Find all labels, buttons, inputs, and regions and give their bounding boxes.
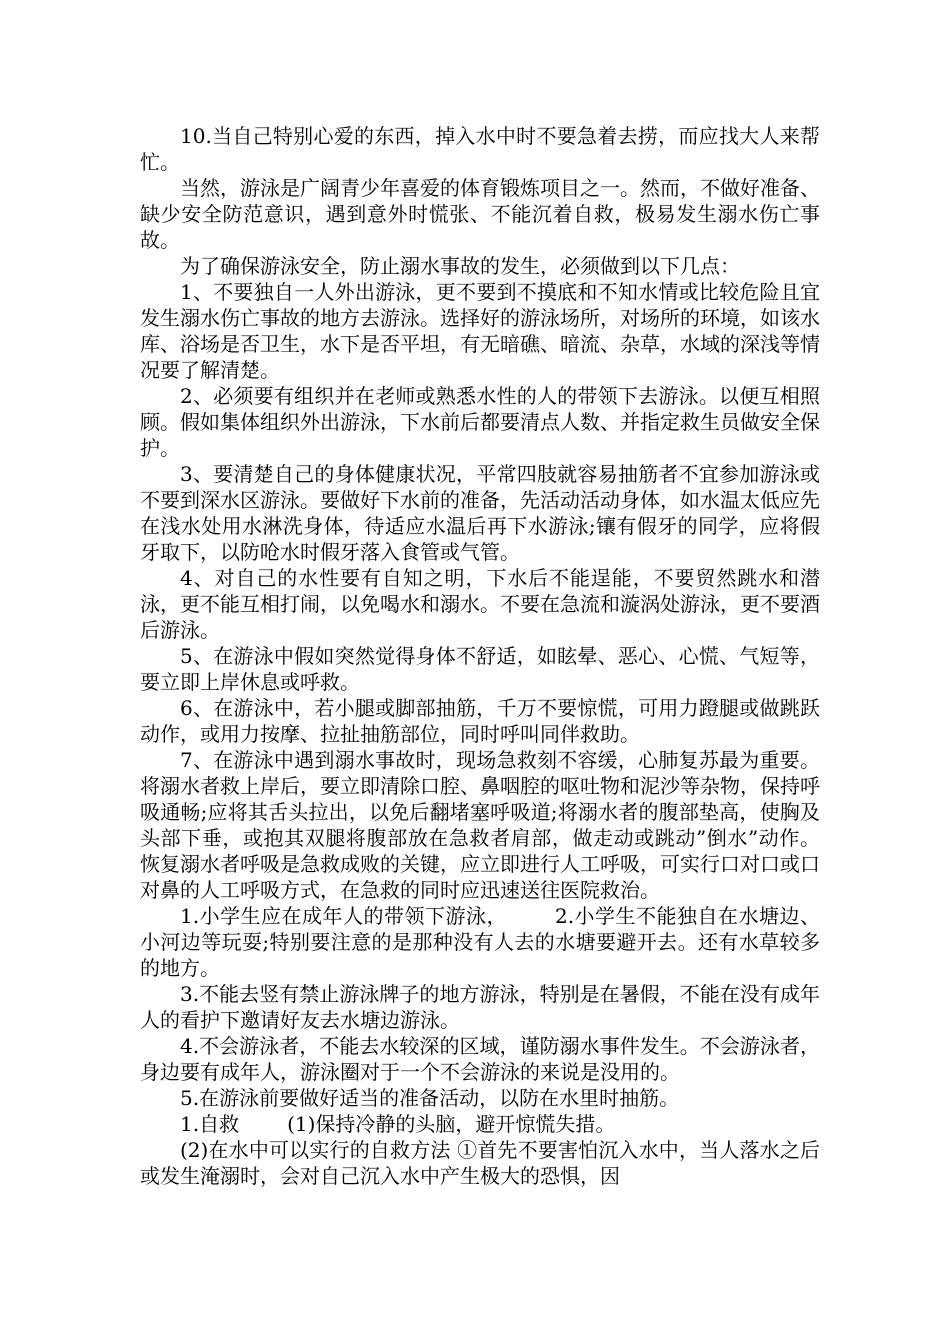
paragraph-rule-1: 1、不要独自一人外出游泳，更不要到不摸底和不知水情或比较危险且宜发生溺水伤亡事故的地方去游泳。选择好的游泳场所，对场所的环境，如该水库、浴场是否卫生，水下是否平坦，有无暗礁、暗流、杂草，水域的深浅等情况要了解清楚。 — [140, 280, 820, 382]
paragraph-rule-2: 2、必须要有组织并在老师或熟悉水性的人的带领下去游泳。以便互相照顾。假如集体组织外出游泳，下水前后都要清点人数、并指定救生员做安全保护。 — [140, 384, 820, 460]
student-rule-2: 2.小学生不能独自在水塘边、小河边等玩耍;特别要注意的是那种没有人去的水塘要避开去。还有水草较多的地方。 — [140, 904, 820, 980]
paragraph-student-1-2 — [140, 903, 820, 981]
paragraph-item-10: 10.当自己特别心爱的东西，掉入水中时不要急着去捞，而应找大人来帮忙。 — [140, 124, 820, 174]
student-rule-1: 1.小学生应在成年人的带领下游泳， — [180, 904, 507, 928]
paragraph-student-4: 4.不会游泳者，不能去水较深的区域，谨防溺水事件发生。不会游泳者，身边要有成年人，游泳圈对于一个不会游泳的来说是没用的。 — [140, 1034, 820, 1084]
paragraph-rule-3: 3、要清楚自己的身体健康状况，平常四肢就容易抽筋者不宜参加游泳或不要到深水区游泳。要做好下水前的准备，先活动活动身体，如水温太低应先在浅水处用水淋洗身体，待适应水温后再下水游泳;镶有假牙的同学，应将假牙取下，以防呛水时假牙落入食管或气管。 — [140, 462, 820, 564]
paragraph-rule-7: 7、在游泳中遇到溺水事故时，现场急救刻不容缓，心肺复苏最为重要。将溺水者救上岸后，要立即清除口腔、鼻咽腔的呕吐物和泥沙等杂物，保持呼吸通畅;应将其舌头拉出，以免后翻堵塞呼吸道;将溺水者的腹部垫高，使胸及头部下垂，或抱其双腿将腹部放在急救者肩部，做走动或跳动”倒水”动作。恢复溺水者呼吸是急救成败的关键，应立即进行人工呼吸，可实行口对口或口对鼻的人工呼吸方式，在急救的同时应迅速送往医院救治。 — [140, 748, 820, 902]
paragraph-intro: 当然，游泳是广阔青少年喜爱的体育锻炼项目之一。然而，不做好准备、缺少安全防范意识，遇到意外时慌张、不能沉着自救，极易发生溺水伤亡事故。 — [140, 176, 820, 252]
paragraph-student-5: 5.在游泳前要做好适当的准备活动，以防在水里时抽筋。 — [180, 1086, 680, 1110]
paragraph-self-rescue-2: (2)在水中可以实行的自救方法 ①首先不要害怕沉入水中，当人落水之后或发生淹溺时，会对自己沉入水中产生极大的恐惧，因 — [140, 1138, 820, 1188]
paragraph-self-rescue — [140, 1111, 820, 1137]
paragraph-rule-5: 5、在游泳中假如突然觉得身体不舒适，如眩晕、恶心、心慌、气短等，要立即上岸休息或呼救。 — [140, 644, 820, 694]
paragraph-rule-4: 4、对自己的水性要有自知之明，下水后不能逞能，不要贸然跳水和潜泳，更不能互相打闹，以免喝水和溺水。不要在急流和漩涡处游泳，更不要酒后游泳。 — [140, 566, 820, 642]
self-rescue-point-1: (1)保持冷静的头脑，避开惊慌失措。 — [287, 1112, 616, 1136]
paragraph-rule-6: 6、在游泳中，若小腿或脚部抽筋，千万不要惊慌，可用力蹬腿或做跳跃动作，或用力按摩、拉扯抽筋部位，同时呼叫同伴救助。 — [140, 696, 820, 746]
paragraph-lead: 为了确保游泳安全，防止溺水事故的发生，必须做到以下几点： — [180, 254, 740, 278]
self-rescue-heading: 1.自救 — [180, 1112, 240, 1136]
paragraph-student-3: 3.不能去竖有禁止游泳牌子的地方游泳，特别是在暑假，不能在没有成年人的看护下邀请好友去水塘边游泳。 — [140, 982, 820, 1032]
document-body — [140, 123, 820, 1189]
